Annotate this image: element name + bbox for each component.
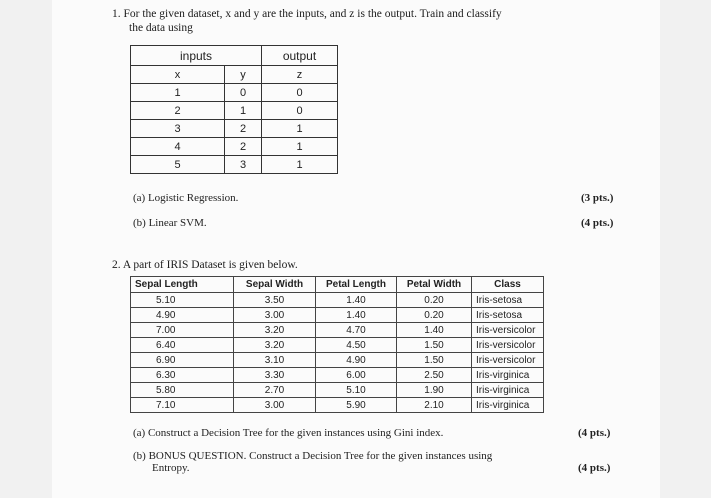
cell-sepal-width: 3.50 bbox=[234, 293, 316, 308]
q2-part-b-line-2: Entropy. bbox=[152, 462, 190, 474]
q1-part-b: (b) Linear SVM. bbox=[133, 217, 207, 229]
cell-sepal-width: 3.20 bbox=[234, 338, 316, 353]
cell-sepal-length: 4.90 bbox=[131, 308, 234, 323]
cell-y: 3 bbox=[225, 156, 262, 174]
cell-y: 0 bbox=[225, 84, 262, 102]
cell-sepal-width: 3.10 bbox=[234, 353, 316, 368]
col-header-petal-length: Petal Length bbox=[316, 277, 397, 293]
question-1-line-2: the data using bbox=[129, 22, 193, 34]
cell-z: 0 bbox=[262, 102, 338, 120]
iris-data-table bbox=[130, 276, 544, 413]
cell-sepal-length: 5.10 bbox=[131, 293, 234, 308]
cell-petal-width: 0.20 bbox=[397, 308, 472, 323]
question-2-text: 2. A part of IRIS Dataset is given below. bbox=[112, 259, 298, 271]
q2-part-b-points: (4 pts.) bbox=[578, 462, 611, 474]
cell-sepal-length: 7.00 bbox=[131, 323, 234, 338]
cell-class: Iris-versicolor bbox=[472, 353, 544, 368]
cell-petal-length: 1.40 bbox=[316, 308, 397, 323]
cell-sepal-length: 6.40 bbox=[131, 338, 234, 353]
q2-part-a-points: (4 pts.) bbox=[578, 427, 611, 439]
table-row bbox=[131, 120, 338, 138]
q1-group-header-row bbox=[131, 46, 338, 66]
col-header-z: z bbox=[262, 66, 338, 84]
cell-sepal-length: 5.80 bbox=[131, 383, 234, 398]
cell-petal-length: 5.10 bbox=[316, 383, 397, 398]
group-header-inputs: inputs bbox=[131, 46, 262, 66]
cell-class: Iris-virginica bbox=[472, 383, 544, 398]
cell-class: Iris-setosa bbox=[472, 308, 544, 323]
group-header-output: output bbox=[262, 46, 338, 66]
cell-sepal-length: 6.30 bbox=[131, 368, 234, 383]
col-header-sepal-length: Sepal Length bbox=[131, 277, 234, 293]
q1-part-a: (a) Logistic Regression. bbox=[133, 192, 239, 204]
q1-part-a-points: (3 pts.) bbox=[581, 192, 614, 204]
cell-sepal-length: 6.90 bbox=[131, 353, 234, 368]
question-1-line-1: 1. For the given dataset, x and y are the inputs, and z is the output. Train and classify bbox=[112, 8, 502, 20]
table-row bbox=[131, 383, 544, 398]
cell-class: Iris-versicolor bbox=[472, 323, 544, 338]
cell-sepal-width: 3.20 bbox=[234, 323, 316, 338]
cell-x: 3 bbox=[131, 120, 225, 138]
cell-petal-width: 1.90 bbox=[397, 383, 472, 398]
col-header-class: Class bbox=[472, 277, 544, 293]
table-row bbox=[131, 156, 338, 174]
cell-sepal-width: 2.70 bbox=[234, 383, 316, 398]
table-row bbox=[131, 138, 338, 156]
cell-petal-width: 1.40 bbox=[397, 323, 472, 338]
q1-part-b-points: (4 pts.) bbox=[581, 217, 614, 229]
q2-part-b-line-1: (b) BONUS QUESTION. Construct a Decision Tree for the given instances using bbox=[133, 450, 493, 462]
q2-part-a: (a) Construct a Decision Tree for the given instances using Gini index. bbox=[133, 427, 444, 439]
cell-petal-width: 2.10 bbox=[397, 398, 472, 413]
cell-sepal-width: 3.00 bbox=[234, 308, 316, 323]
table-row bbox=[131, 353, 544, 368]
q1-data-table bbox=[130, 45, 338, 174]
table-row bbox=[131, 368, 544, 383]
cell-x: 1 bbox=[131, 84, 225, 102]
question-1-text bbox=[112, 7, 592, 35]
table-row bbox=[131, 323, 544, 338]
col-header-y: y bbox=[225, 66, 262, 84]
table-row bbox=[131, 84, 338, 102]
cell-petal-length: 4.90 bbox=[316, 353, 397, 368]
cell-petal-width: 2.50 bbox=[397, 368, 472, 383]
cell-z: 1 bbox=[262, 138, 338, 156]
col-header-x: x bbox=[131, 66, 225, 84]
cell-x: 4 bbox=[131, 138, 225, 156]
cell-class: Iris-versicolor bbox=[472, 338, 544, 353]
cell-sepal-width: 3.00 bbox=[234, 398, 316, 413]
cell-y: 2 bbox=[225, 120, 262, 138]
cell-petal-length: 4.50 bbox=[316, 338, 397, 353]
cell-y: 2 bbox=[225, 138, 262, 156]
cell-class: Iris-setosa bbox=[472, 293, 544, 308]
cell-class: Iris-virginica bbox=[472, 398, 544, 413]
cell-petal-width: 1.50 bbox=[397, 338, 472, 353]
cell-x: 2 bbox=[131, 102, 225, 120]
cell-x: 5 bbox=[131, 156, 225, 174]
cell-petal-length: 6.00 bbox=[316, 368, 397, 383]
table-row bbox=[131, 293, 544, 308]
cell-sepal-length: 7.10 bbox=[131, 398, 234, 413]
col-header-sepal-width: Sepal Width bbox=[234, 277, 316, 293]
table-row bbox=[131, 398, 544, 413]
cell-petal-length: 5.90 bbox=[316, 398, 397, 413]
col-header-petal-width: Petal Width bbox=[397, 277, 472, 293]
table-row bbox=[131, 338, 544, 353]
cell-petal-width: 1.50 bbox=[397, 353, 472, 368]
iris-header-row bbox=[131, 277, 544, 293]
cell-z: 0 bbox=[262, 84, 338, 102]
cell-z: 1 bbox=[262, 120, 338, 138]
cell-petal-width: 0.20 bbox=[397, 293, 472, 308]
cell-petal-length: 4.70 bbox=[316, 323, 397, 338]
cell-y: 1 bbox=[225, 102, 262, 120]
table-row bbox=[131, 308, 544, 323]
cell-petal-length: 1.40 bbox=[316, 293, 397, 308]
table-row bbox=[131, 102, 338, 120]
q1-column-header-row bbox=[131, 66, 338, 84]
cell-class: Iris-virginica bbox=[472, 368, 544, 383]
cell-sepal-width: 3.30 bbox=[234, 368, 316, 383]
cell-z: 1 bbox=[262, 156, 338, 174]
